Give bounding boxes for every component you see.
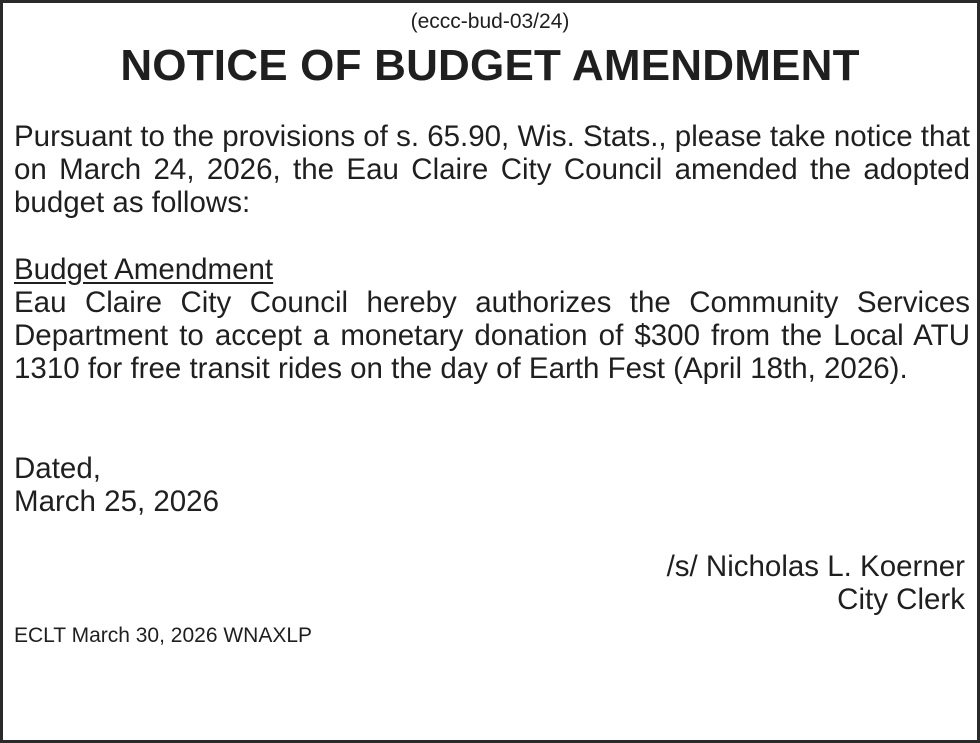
signature-block (667, 550, 965, 616)
signature-role: City Clerk (837, 583, 965, 616)
notice-reference: (eccc-bud-03/24) (410, 10, 570, 33)
publication-footer: ECLT March 30, 2026 WNAXLP (14, 624, 313, 647)
dated-block (14, 452, 219, 518)
dated-label: Dated, (14, 452, 101, 485)
dated-date: March 25, 2026 (14, 485, 219, 518)
notice-intro-paragraph: Pursuant to the provisions of s. 65.90, Wis. Stats., please take notice that on March 24, 2026, the Eau Claire City Council amended the adopted budget as follows: (14, 120, 970, 219)
signature-name: /s/ Nicholas L. Koerner (666, 550, 965, 583)
amendment-heading: Budget Amendment (14, 253, 274, 286)
notice-title: NOTICE OF BUDGET AMENDMENT (120, 41, 860, 90)
amendment-text: Eau Claire City Council hereby authorizes the Community Services Department to accept a monetary donation of $300 from the Local ATU 1310 for free transit rides on the day of Earth Fest (April 18th, 2026). (14, 286, 970, 385)
